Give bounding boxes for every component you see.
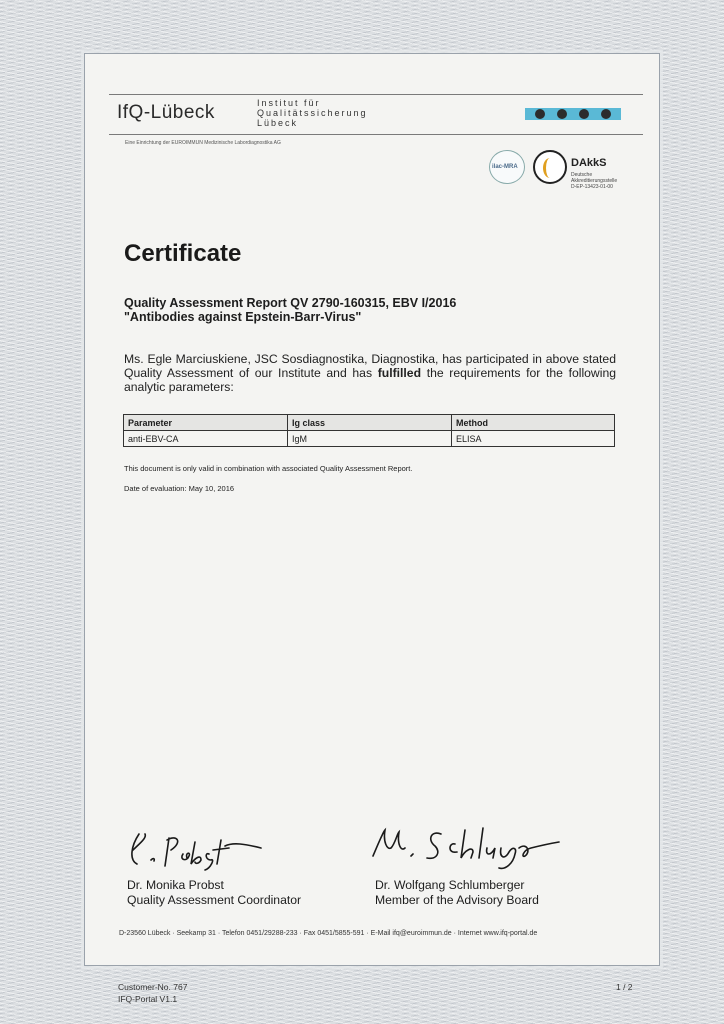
header-bottom-rule bbox=[109, 134, 643, 135]
statement-text-2: the requirements for the following analytic parameters: bbox=[124, 366, 617, 394]
certificate-sheet bbox=[84, 53, 660, 966]
footer-address: D-23560 Lübeck · Seekamp 31 · Telefon 0451/29288-233 · Fax 0451/5855-591 · E-Mail ifq@euroimmun.de · Internet www.ifq-portal.de bbox=[119, 930, 538, 937]
validity-note: This document is only valid in combination with associated Quality Assessment Report. bbox=[124, 464, 413, 473]
cell-ig-class: IgM bbox=[288, 431, 452, 447]
evaluation-date: Date of evaluation: May 10, 2016 bbox=[124, 484, 235, 493]
institute-line-1: Institut für bbox=[257, 98, 321, 108]
ifq-dots-logo-icon bbox=[525, 108, 621, 120]
column-header-method: Method bbox=[452, 415, 615, 431]
institute-line-2: Qualitätssicherung bbox=[257, 108, 368, 118]
column-header-parameter: Parameter bbox=[124, 415, 288, 431]
customer-number: Customer-No. 767 bbox=[118, 982, 188, 992]
right-signatory-role: Member of the Advisory Board bbox=[375, 893, 539, 907]
report-subtitle: "Antibodies against Epstein-Barr-Virus" bbox=[124, 310, 362, 324]
statement-fulfilled: fulfilled bbox=[377, 366, 422, 380]
ilac-mra-label: ilac-MRA bbox=[492, 164, 518, 170]
statement-text-1: Ms. Egle Marciuskiene, JSC Sosdiagnostika, Diagnostika, has participated in above stated Quality Assessment of our Institute and has bbox=[124, 352, 616, 380]
left-signatory-role: Quality Assessment Coordinator bbox=[127, 893, 302, 907]
ifq-logo-text: IfQ-Lübeck bbox=[117, 102, 215, 123]
report-title: Quality Assessment Report QV 2790-160315, EBV I/2016 bbox=[124, 296, 457, 310]
header-tagline: Eine Einrichtung der EUROIMMUN Medizinische Labordiagnostika AG bbox=[125, 140, 281, 146]
logo-dot bbox=[557, 109, 567, 119]
table-header-row bbox=[124, 415, 615, 431]
probst-signature-icon bbox=[125, 824, 275, 876]
institute-name bbox=[257, 98, 397, 128]
left-signatory-name: Dr. Monika Probst bbox=[127, 878, 224, 892]
dakks-seal-icon bbox=[533, 150, 567, 184]
dakks-line-2: Akkreditierungsstelle bbox=[571, 178, 618, 184]
table-row bbox=[124, 431, 615, 447]
cell-parameter: anti-EBV-CA bbox=[124, 431, 288, 447]
logo-dot bbox=[579, 109, 589, 119]
dakks-line-3: D-EP-13423-01-00 bbox=[571, 184, 613, 190]
logo-dot bbox=[535, 109, 545, 119]
header-top-rule bbox=[109, 94, 643, 95]
institute-line-3: Lübeck bbox=[257, 118, 299, 128]
dakks-subtitle bbox=[571, 172, 637, 190]
column-header-ig-class: Ig class bbox=[288, 415, 452, 431]
dakks-line-1: Deutsche bbox=[571, 172, 593, 178]
page-number: 1 / 2 bbox=[616, 982, 633, 992]
schlumberger-signature-icon bbox=[369, 822, 599, 874]
certificate-title: Certificate bbox=[124, 240, 242, 267]
parameters-table bbox=[123, 414, 615, 447]
right-signatory-name: Dr. Wolfgang Schlumberger bbox=[375, 878, 525, 892]
portal-version: IFQ-Portal V1.1 bbox=[118, 994, 178, 1004]
cell-method: ELISA bbox=[452, 431, 615, 447]
logo-dot bbox=[601, 109, 611, 119]
participation-statement bbox=[124, 352, 616, 394]
dakks-name: DAkkS bbox=[571, 157, 607, 169]
